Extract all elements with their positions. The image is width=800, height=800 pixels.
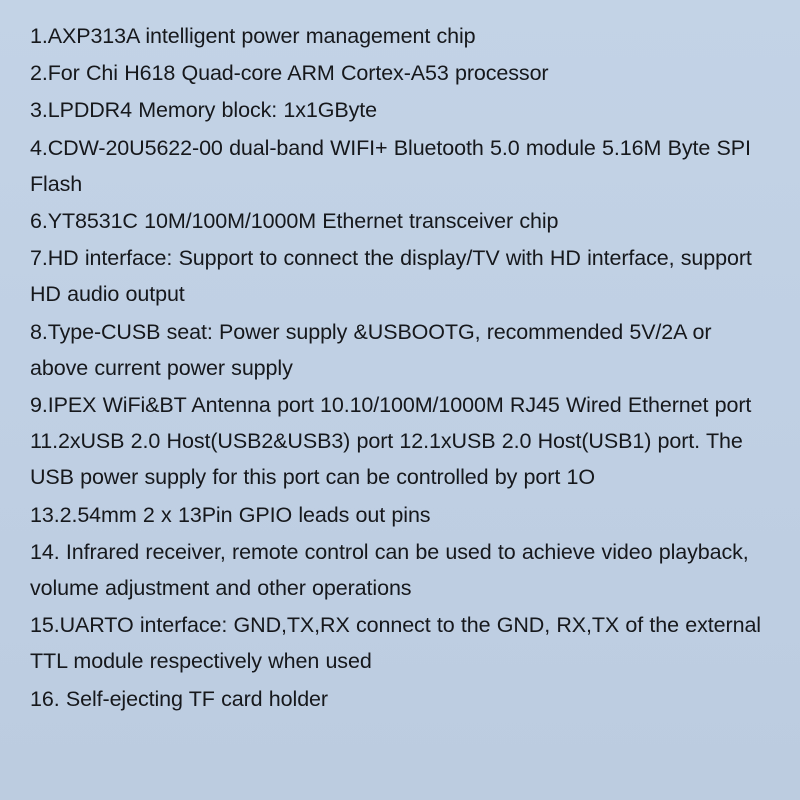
list-item: 13.2.54mm 2 x 13Pin GPIO leads out pins	[30, 502, 431, 527]
list-item: 9.IPEX WiFi&BT Antenna port 10.10/100M/1000M RJ45 Wired Ethernet port 11.2xUSB 2.0 Host(USB2&USB3) port 12.1xUSB 2.0 Host(USB1) port. The USB power supply for this port can be controlled by port 1O	[30, 393, 752, 490]
list-item: 6.YT8531C 10M/100M/1000M Ethernet transceiver chip	[30, 209, 559, 234]
list-item: 3.LPDDR4 Memory block: 1x1GByte	[30, 98, 378, 123]
list-item: 14. Infrared receiver, remote control can be used to achieve video playback, volume adjustment and other operations	[30, 539, 749, 601]
list-item: 4.CDW-20U5622-00 dual-band WIFI+ Bluetooth 5.0 module 5.16M Byte SPI Flash	[30, 135, 751, 196]
list-item: 16. Self-ejecting TF card holder	[30, 686, 328, 711]
list-item: 15.UARTO interface: GND,TX,RX connect to the GND, RX,TX of the external TTL module respectively when used	[30, 613, 761, 674]
list-item: 2.For Chi H618 Quad-core ARM Cortex-A53 processor	[30, 61, 549, 86]
specification-list	[30, 18, 774, 717]
list-item: 1.AXP313A intelligent power management chip	[30, 24, 476, 48]
list-item: 7.HD interface: Support to connect the display/TV with HD interface, support HD audio output	[30, 246, 752, 307]
list-item: 8.Type-CUSB seat: Power supply &USBOOTG, recommended 5V/2A or above current power supply	[30, 319, 712, 380]
